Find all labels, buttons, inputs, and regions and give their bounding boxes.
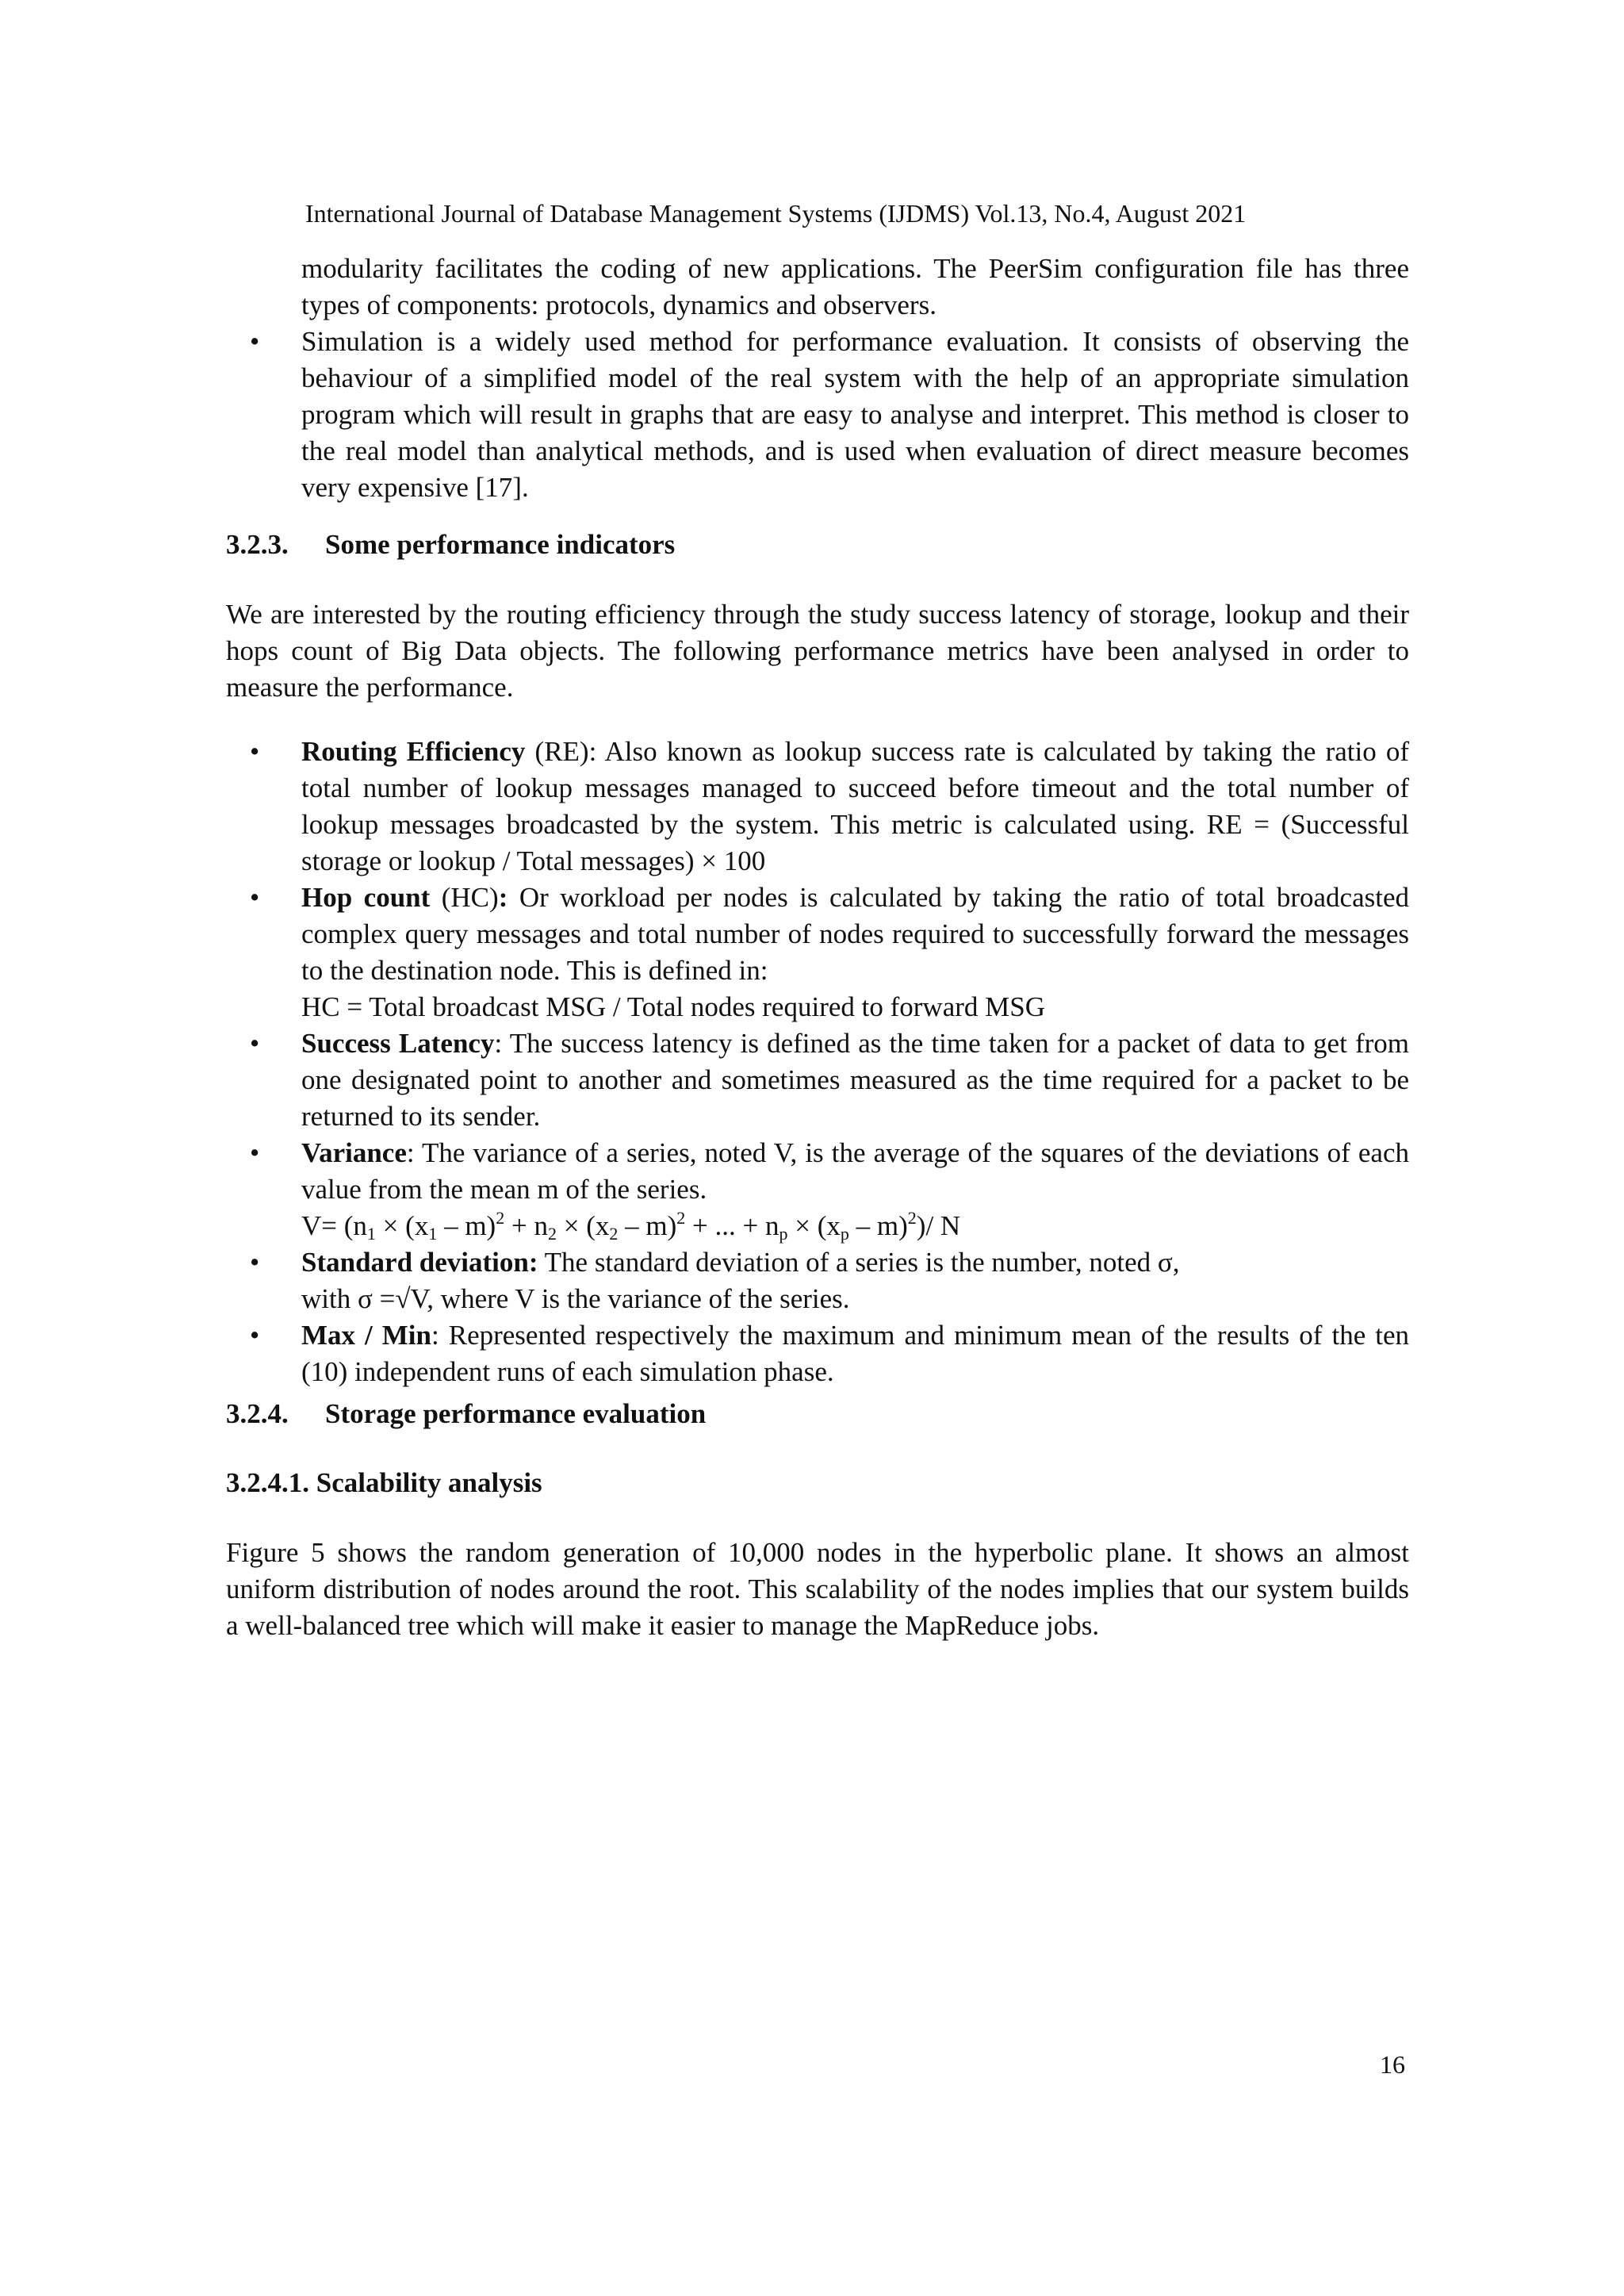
formula-part: – m) [437,1210,496,1241]
bullet-marker: • [250,1320,260,1351]
page-number: 16 [1380,2050,1405,2079]
formula-subscript: 2 [547,1224,557,1244]
section-heading-3-2-3 [226,527,1409,563]
formula-part: – m) [848,1210,908,1241]
metric-hop-count [226,880,1409,1025]
scalability-paragraph: Figure 5 shows the random generation of 10,000 nodes in the hyperbolic plane. It shows an almost uniform distribution of nodes around the root. This scalability of the nodes implies that our system builds a well-balanced tree which will make it easier to manage the MapReduce jobs. [226,1537,1409,1641]
bullet-marker: • [250,1028,260,1059]
metric-description: (HC) [430,882,499,913]
section-number: 3.2.4. [226,1398,289,1429]
section-title: Some performance indicators [325,529,676,560]
metric-standard-deviation [226,1244,1409,1317]
formula-part: × (x [787,1210,841,1241]
section-title: Storage performance evaluation [325,1398,707,1429]
metric-description: The standard deviation of a series is the number, noted σ, [538,1247,1180,1278]
formula-superscript: 2 [676,1208,686,1228]
metric-description: (RE): Also known as lookup success rate is calculated by taking the ratio of total number of lookup messages managed to succeed before timeout and the total number of lookup messages broadcasted by the system. This metric is calculated using. RE = (Successful storage or lookup / Total messages) × 100 [301,736,1410,876]
formula-part: V= (n [301,1210,367,1241]
metric-colon: : [498,882,508,913]
formula-subscript: p [779,1224,788,1244]
formula-subscript: 2 [609,1224,619,1244]
formula-superscript: 2 [496,1208,505,1228]
metric-variance [226,1135,1409,1244]
journal-header: International Journal of Database Management Systems (IJDMS) Vol.13, No.4, August 2021 [305,199,1247,228]
standard-deviation-formula: with σ =√V, where V is the variance of the series. [301,1283,850,1314]
formula-subscript: 1 [366,1224,376,1244]
simulation-bullet [226,324,1409,506]
formula-subscript: p [840,1224,849,1244]
metric-description: : The variance of a series, noted V, is the average of the squares of the deviations of each value from the mean m of the series. [301,1137,1409,1205]
section-heading-3-2-4-1 [226,1465,1409,1501]
metric-term: Max / Min [301,1320,431,1351]
metric-term: Variance [301,1137,407,1168]
intro-continuation: modularity facilitates the coding of new applications. The PeerSim configuration file has three types of components: protocols, dynamics and observers. [301,253,1409,320]
intro-block [226,251,1409,506]
metrics-list [226,734,1409,1390]
bullet-marker: • [250,1137,260,1168]
variance-formula [301,1208,1409,1244]
formula-part: × (x [375,1210,429,1241]
bullet-marker: • [250,326,260,357]
formula-part: – m) [618,1210,677,1241]
metric-max-min [226,1317,1409,1390]
metric-term: Success Latency [301,1028,495,1059]
formula-part: × (x [556,1210,610,1241]
perf-intro-block [226,596,1409,706]
metric-term: Standard deviation: [301,1247,538,1278]
section-heading-3-2-4 [226,1396,1409,1432]
perf-intro-paragraph: We are interested by the routing efficiency through the study success latency of storage, lookup and their hops count of Big Data objects. The following performance metrics have been analysed in order to measure the performance. [226,599,1409,703]
bullet-marker: • [250,882,260,913]
bullet-marker: • [250,736,260,767]
metric-term: Hop count [301,882,431,913]
scalability-block [226,1535,1409,1644]
metric-description: : The success latency is defined as the time taken for a packet of data to get from one designated point to another and sometimes measured as the time required for a packet to be returned to its sender. [301,1028,1409,1132]
metric-success-latency [226,1025,1409,1135]
bullet-marker: • [250,1247,260,1278]
metric-description: : Represented respectively the maximum and minimum mean of the results of the ten (10) independent runs of each simulation phase. [301,1320,1409,1387]
formula-superscript: 2 [907,1208,917,1228]
formula-part: )/ N [916,1210,961,1241]
simulation-bullet-text: Simulation is a widely used method for performance evaluation. It consists of observing the behaviour of a simplified model of the real system with the help of an appropriate simulation program which will result in graphs that are easy to analyse and interpret. This method is closer to the real model than analytical methods, and is used when evaluation of direct measure becomes very expensive [17]. [301,326,1409,503]
section-title: 3.2.4.1. Scalability analysis [226,1467,542,1498]
hop-count-formula: HC = Total broadcast MSG / Total nodes required to forward MSG [301,991,1045,1022]
metric-description: Or workload per nodes is calculated by taking the ratio of total broadcasted complex query messages and total number of nodes required to successfully forward the messages to the destination node. This is defined in: [301,882,1409,986]
section-number: 3.2.3. [226,529,289,560]
formula-subscript: 1 [428,1224,438,1244]
metric-routing-efficiency [226,734,1409,880]
formula-part: + ... + n [685,1210,779,1241]
formula-part: + n [504,1210,548,1241]
metric-term: Routing Efficiency [301,736,526,767]
